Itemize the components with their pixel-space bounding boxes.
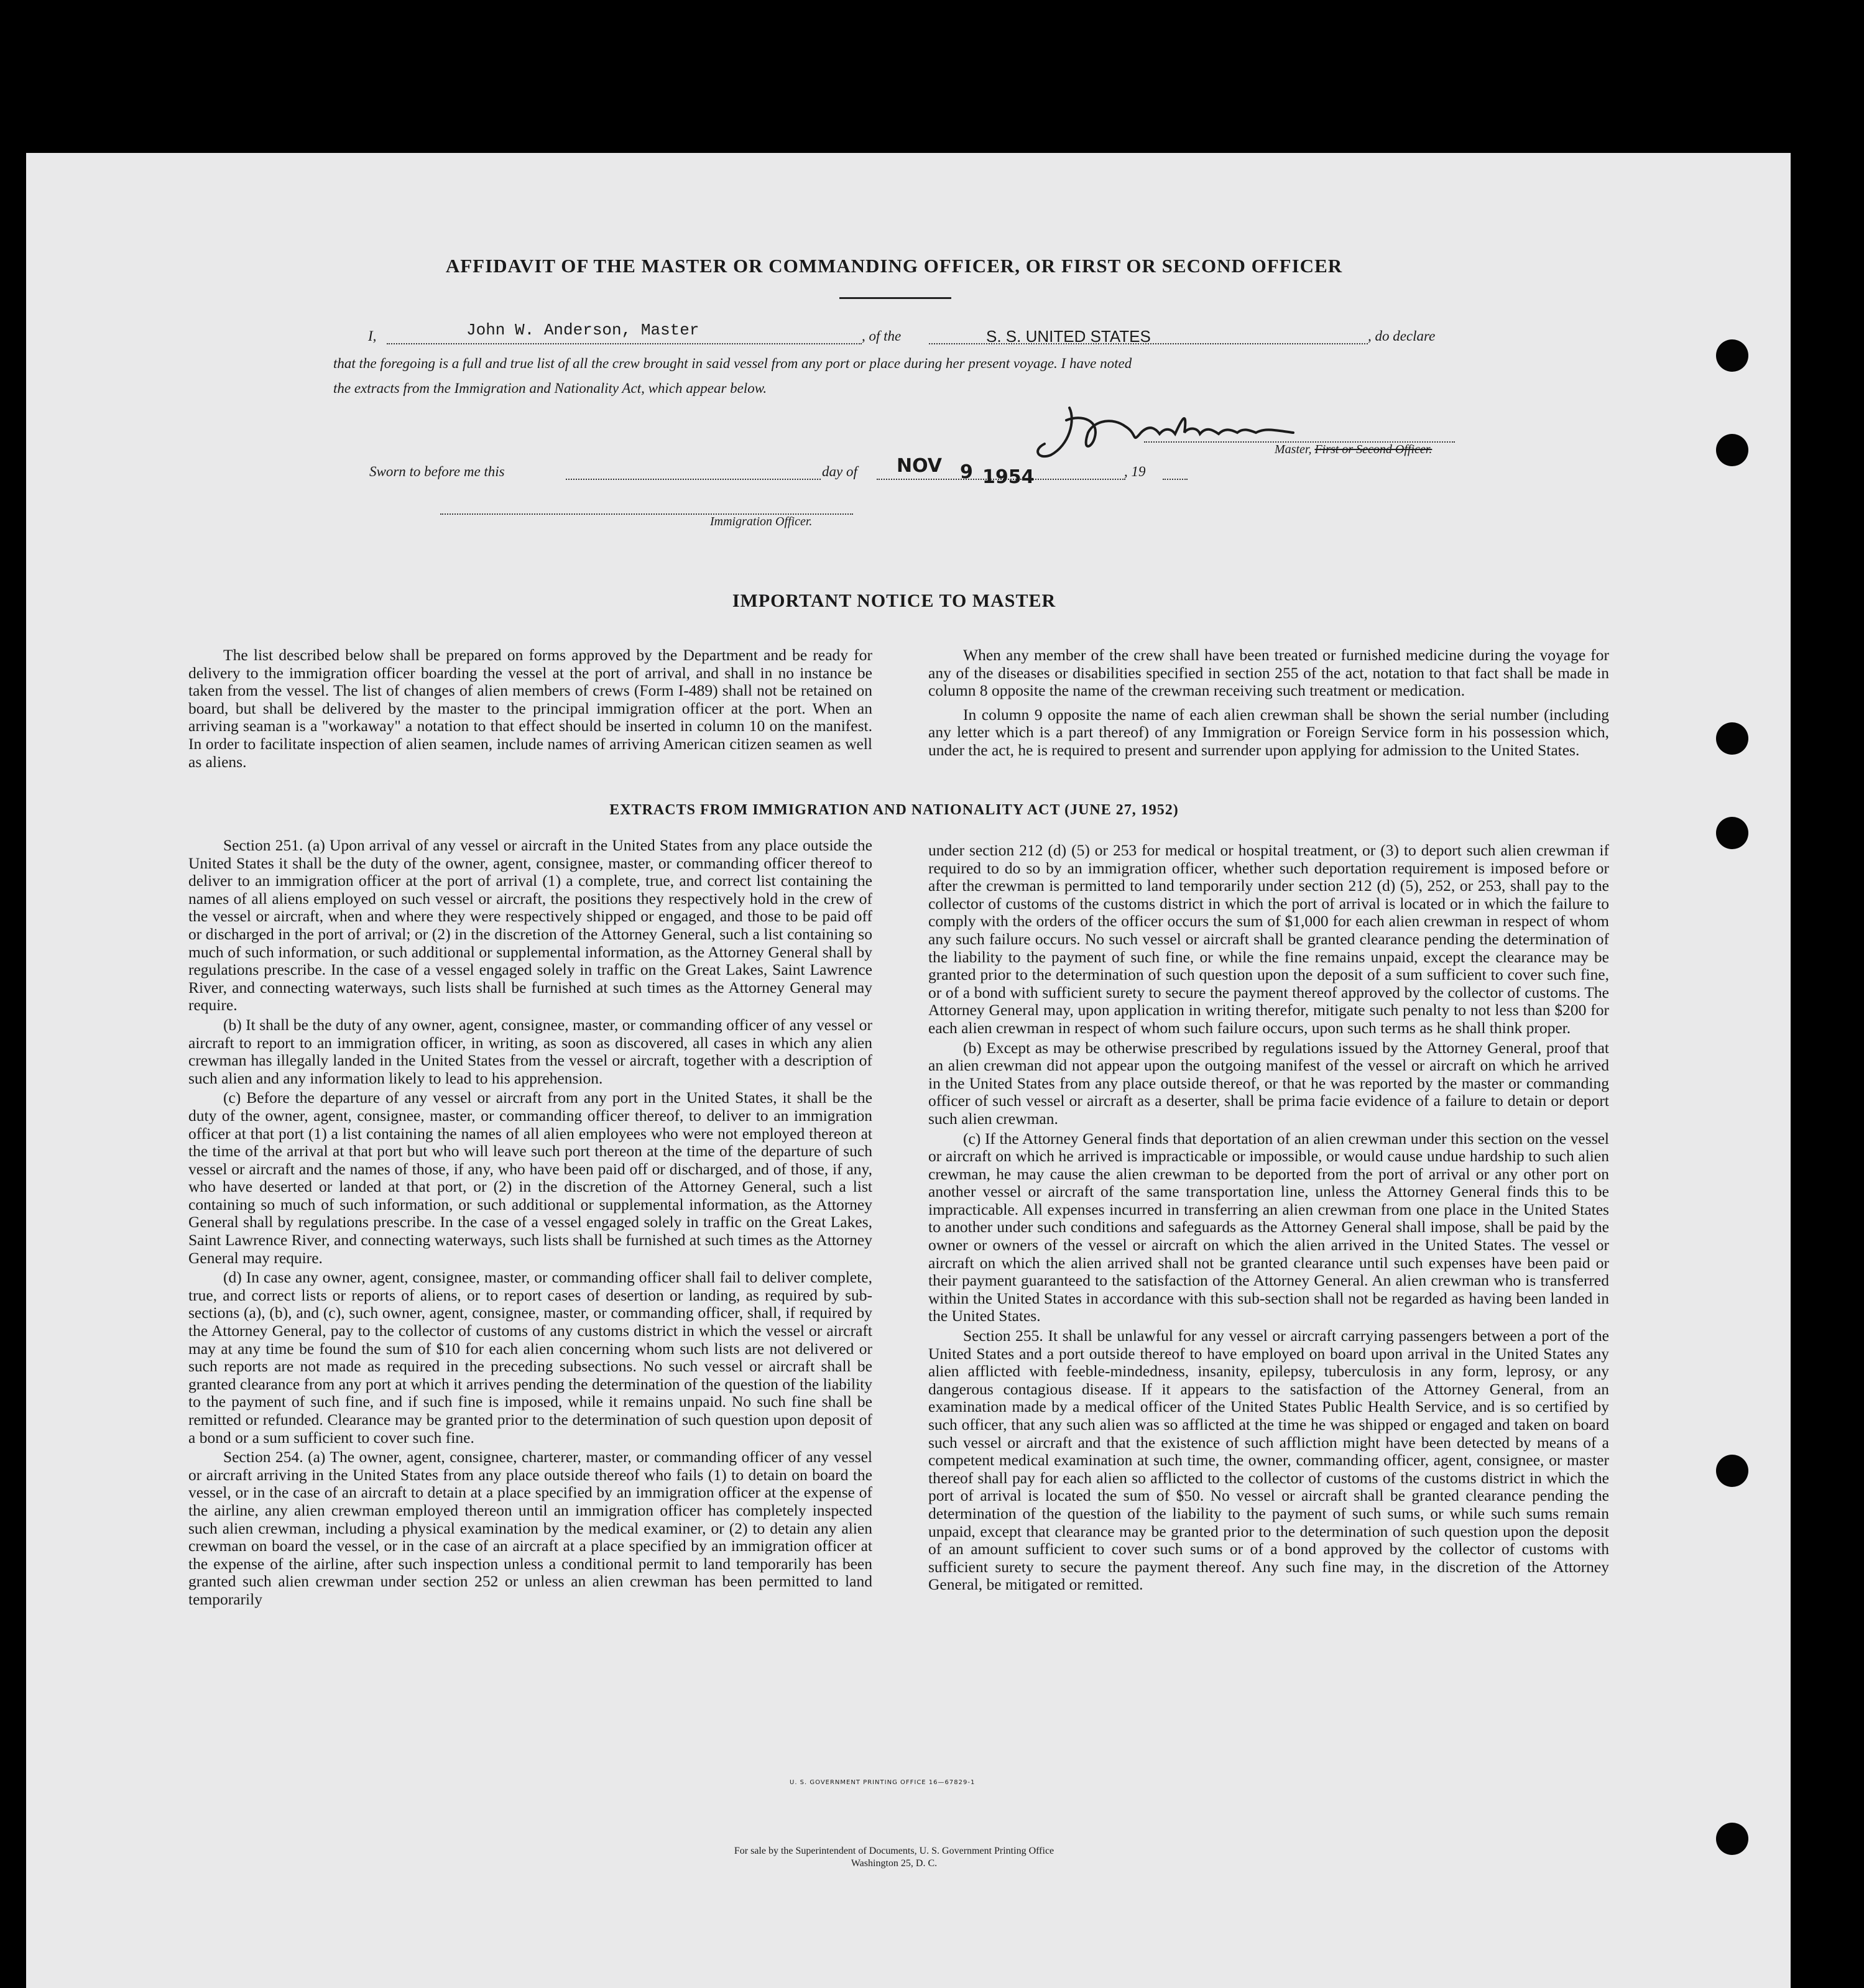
signatory-title-master: Master, [1275, 443, 1312, 456]
extract-paragraph: (c) If the Attorney General finds that deportation of an alien crewman under this section on the vessel or aircraft on which he arrived is impracticable or impossible, or would cause undue hardship to such alien crewman, he may cause the alien crewman to be deported from the port of arrival or any other port on another vessel or aircraft of the same transportation line, unless the Attorney General finds this to be impracticable. All expenses incurred in transferring an alien crewman from one place in the United States to another under such conditions and safeguards as the Attorney General shall impose, shall be paid by the owner or owners of the vessel or aircraft on which the alien arrived in the United States. The vessel or aircraft on which the alien arrived shall not be granted clearance until such expenses have been paid or their payment guaranteed to the satisfaction of the Attorney General. An alien crewman who is transferred within the United States in accordance with this sub-section shall not be regarded as having been landed in the United States. [928, 1129, 1609, 1325]
signature-image [1032, 395, 1318, 470]
date-stamp-year: 1954 [982, 466, 1035, 488]
extract-paragraph: (d) In case any owner, agent, consignee, master, or commanding officer shall fail to deliver complete, true, and correct lists or reports of aliens, or to report cases of desertion or landing, as required by sub-sections (a), (b), and (c), such owner, agent, consignee, master, or commanding officer, shall, if required by the Attorney General, pay to the collector of customs of any customs district in which the vessel or aircraft may at any time be found the sum of $10 for each alien concerning whom such lists are not delivered or such reports are not made as required in the preceding subsections. No such vessel or aircraft shall be granted clearance from any port at which it arrives pending the determination of the question of the liability to the payment of such fine, and if such fine is imposed, while it remains unpaid. No such fine shall be remitted or refunded. Clearance may be granted prior to the determination of such question upon deposit of a bond or a sum sufficient to cover such fine. [188, 1268, 872, 1447]
notice-left-column [188, 647, 872, 773]
extract-paragraph: Section 251. (a) Upon arrival of any vessel or aircraft in the United States from any place outside the United States it shall be the duty of the owner, agent, consignee, master, or commanding officer thereof to deliver to an immigration officer at the port of arrival (1) a complete, true, and correct list containing the names of all aliens employed on such vessel or aircraft, the positions they respectively hold in the crew of the vessel or aircraft, when and where they were respectively shipped or engaged, and those to be paid off or discharged in the port of arrival; or (2) in the discretion of the Attorney General, such a list containing so much of such information, or such additional or supplemental information, as the Attorney General shall by regulations prescribe. In the case of a vessel engaged solely in traffic on the Great Lakes, Saint Lawrence River, and connecting waterways, such lists shall be furnished at such times as the Attorney General may require. [188, 836, 872, 1015]
do-declare-label: , do declare [1368, 328, 1436, 344]
extract-paragraph: (c) Before the departure of any vessel or aircraft from any port in the United States, it shall be the duty of the owner, agent, consignee, master, or commanding officer thereof, to deliver to an immigration officer at that port (1) a list containing the names of all alien employees who were not employed thereon at the time of the arrival at that port but who will leave such port thereon at the time of the departure of such vessel or aircraft and the names of those, if any, who have been paid off or discharged, and of those, if any, who have deserted or landed at that port, or (2) in the discretion of the Attorney General, such a list containing so much of such information, or such additional or supplemental information, as the Attorney General shall by regulations prescribe. In the case of a vessel engaged solely in traffic on the Great Lakes, Saint Lawrence River, and connecting waterways, such lists shall be furnished at such times as the Attorney General may require. [188, 1088, 872, 1267]
extract-paragraph: under section 212 (d) (5) or 253 for medical or hospital treatment, or (3) to deport such alien crewman if required to do so by an immigration officer, whether such deportation requirement is imposed before or after the crewman is permitted to land temporarily under section 212 (d) (5), 252, or 253, shall pay to the collector of customs of the customs district in which the port of arrival is located or in which the failure to comply with the orders of the officer occurs the sum of $1,000 for each alien crewman in respect of whom any such failure occurs. No such vessel or aircraft shall be granted clearance pending the determination of the liability to the payment of such fine, or while the fine remains unpaid, except the clearance may be granted prior to the determination of such question upon the deposit of a sum sufficient to cover such fine, or of a bond with sufficient surety to secure the payment thereof approved by the collector of customs. The Attorney General may, upon application in writing therefor, mitigate such penalty to not less than $200 for each alien crewman in respect of whom such failure occurs, upon such terms as he shall think proper. [928, 841, 1609, 1037]
extract-paragraph: Section 255. It shall be unlawful for any vessel or aircraft carrying passengers between a port of the United States and a port outside thereof to have employed on board upon arrival in the United States any alien afflicted with feeble-mindedness, insanity, epilepsy, tuberculosis in any form, leprosy, or any dangerous contagious disease. If it appears to the satisfaction of the Attorney General, from an examination made by a medical officer of the United States Public Health Service, and is so certified by such officer, that any such alien was so afflicted at the time he was shipped or engaged and taken on board such vessel or aircraft and that the existence of such affliction might have been detected by means of a competent medical examination at such time, the owner, commanding officer, agent, consignee, or master thereof shall pay for each alien so afflicted to the collector of customs of the customs district in which the port of arrival is located the sum of $50. No vessel or aircraft shall be granted clearance pending the determination of the question of the liability to the payment of such sums, or while such sums remain unpaid, except that clearance may be granted prior to the determination of such question upon the deposit of an amount sufficient to cover such sums or of a bond approved by the collector of customs with sufficient surety to secure the payment thereof. Any such fine may, in the discretion of the Attorney General, be mitigated or remitted. [928, 1327, 1609, 1594]
name-line [387, 343, 862, 344]
extracts-right-column [928, 842, 1609, 1596]
notice-right-column [928, 647, 1609, 762]
vessel-name-field[interactable]: S. S. UNITED STATES [986, 327, 1151, 346]
punch-hole [1716, 339, 1748, 372]
sworn-label: Sworn to before me this [369, 464, 505, 479]
for-sale-notice [0, 1845, 1788, 1870]
for-sale-line-1: For sale by the Superintendent of Documents, U. S. Government Printing Office [734, 1846, 1054, 1856]
title-rule [839, 297, 951, 299]
extract-paragraph: (b) Except as may be otherwise prescribed by regulations issued by the Attorney General, proof that an alien crewman did not appear upon the outgoing manifest of the vessel or aircraft on which he arrived in the United States from any place outside thereof, or that he was reported by the master or commanding officer of such vessel or aircraft as a deserter, shall be prima facie evidence of a failure to detain or deport such alien crewman. [928, 1038, 1609, 1128]
of-the-label: , of the [862, 328, 902, 344]
extract-paragraph: Section 254. (a) The owner, agent, consignee, charterer, master, or commanding officer of any vessel or aircraft arriving in the United States from any place outside thereof who fails (1) to detain on board the vessel, or in the case of an aircraft to detain at a place specified by an immigration officer at the expense of the airline, any alien crewman employed thereon until an immigration officer has completely inspected such alien crewman, including a physical examination by the medical examiner, or (2) to detain any alien crewman on board the vessel, or in the case of an aircraft at a place specified by an immigration officer at the expense of the airline, after such inspection unless a conditional permit to land temporarily has been granted such alien crewman under section 252 or unless an alien crewman has been permitted to land temporarily [188, 1448, 872, 1608]
gpo-imprint: U. S. GOVERNMENT PRINTING OFFICE 16—67829-1 [790, 1779, 976, 1786]
i-label: I, [368, 328, 377, 344]
punch-hole [1716, 722, 1748, 755]
punch-hole [1716, 817, 1748, 849]
notice-title: IMPORTANT NOTICE TO MASTER [732, 591, 1056, 611]
notice-right-paragraph: In column 9 opposite the name of each alien crewman shall be shown the serial number (including any letter which is a part thereof) of any Immigration or Foreign Service form in his possession which, under the act, he is required to present and surrender upon applying for admission to the United States. [928, 705, 1609, 759]
date-stamp-month: NOV [897, 455, 943, 477]
sworn-day-line [566, 479, 821, 480]
signatory-title [1275, 443, 1432, 457]
affidavit-title: AFFIDAVIT OF THE MASTER OR COMMANDING OFFICER, OR FIRST OR SECOND OFFICER [445, 255, 1343, 277]
punch-hole [1716, 1455, 1748, 1487]
day-of-label: day of [822, 464, 857, 479]
extracts-left-column [188, 837, 872, 1611]
master-name-field[interactable]: John W. Anderson, Master [466, 321, 699, 339]
for-sale-line-2: Washington 25, D. C. [851, 1858, 938, 1869]
punch-hole [1716, 434, 1748, 466]
year-label: , 19 [1124, 464, 1146, 479]
notice-right-paragraph: When any member of the crew shall have been treated or furnished medicine during the voyage for any of the diseases or disabilities specified in section 255 of the act, notation to that fact shall be made in column 8 opposite the name of the crewman receiving such treatment or medication. [928, 646, 1609, 700]
year-line [1163, 479, 1188, 480]
immigration-officer-label: Immigration Officer. [710, 515, 813, 528]
date-stamp-day: 9 [960, 461, 973, 483]
extracts-title: EXTRACTS FROM IMMIGRATION AND NATIONALITY ACT (JUNE 27, 1952) [609, 802, 1179, 818]
signatory-title-struck: First or Second Officer. [1314, 443, 1433, 456]
notice-left-paragraph: The list described below shall be prepared on forms approved by the Department and be ready for delivery to the immigration officer boarding the vessel at the port of arrival, and shall in no instance be taken from the vessel. The list of changes of alien members of crews (Form I-489) shall not be retained on board, but shall be delivered by the master to the principal immigration officer at the port. When an arriving seaman is a "workaway" a notation to that effect should be inserted in column 10 on the manifest. In order to facilitate inspection of alien seamen, include names of arriving American citizen seamen as well as aliens. [188, 646, 872, 771]
extract-paragraph: (b) It shall be the duty of any owner, agent, consignee, master, or commanding officer of any vessel or aircraft to report to an immigration officer, in writing, as soon as discovered, all cases in which any alien crewman has illegally landed in the United States from the vessel or aircraft, together with a description of such alien and any information likely to lead to his apprehension. [188, 1015, 872, 1087]
declaration-line-2: the extracts from the Immigration and Nationality Act, which appear below. [333, 380, 767, 396]
declaration-line-1: that the foregoing is a full and true list of all the crew brought in said vessel from any port or place during her present voyage. I have noted [333, 356, 1132, 371]
